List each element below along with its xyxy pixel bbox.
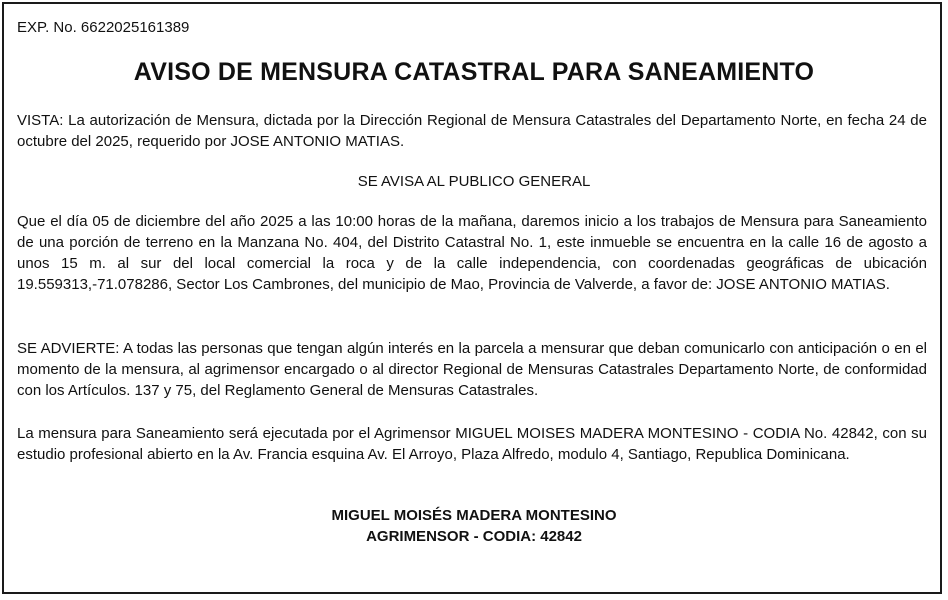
public-notice-heading: SE AVISA AL PUBLICO GENERAL <box>357 173 591 190</box>
signature-role: AGRIMENSOR - CODIA: 42842 <box>366 528 582 545</box>
survey-details-paragraph: Que el día 05 de diciembre del año 2025 a las 10:00 horas de la mañana, daremos inicio a los trabajos de Mensura para Saneamiento de una porción de terreno en la Manzana No. 404, del Distrito Catastral No. 1, este inmueble se encuentra en la calle 16 de agosto a unos 15 m. al sur del local comercial la roca y de la calle independencia, con coordenadas geográficas de ubicación 19.559313,-71.078286, Sector Los Cambrones, del municipio de Mao, Provincia de Valverde, a favor de: JOSE ANTONIO MATIAS. <box>17 213 927 293</box>
surveyor-paragraph: La mensura para Saneamiento será ejecutada por el Agrimensor MIGUEL MOISES MADERA MONTESINO - CODIA No. 42842, con su estudio profesional abierto en la Av. Francia esquina Av. El Arroyo, Plaza Alfredo, modulo 4, Santiago, Republica Dominicana. <box>17 425 927 463</box>
warning-paragraph: SE ADVIERTE: A todas las personas que tengan algún interés en la parcela a mensurar que deban comunicarlo con anticipación o en el momento de la mensura, al agrimensor encargado o al director Regional de Mensuras Catastrales Departamento Norte, de conformidad con los Artículos. 137 y 75, del Reglamento General de Mensuras Catastrales. <box>17 340 927 399</box>
vista-paragraph: VISTA: La autorización de Mensura, dictada por la Dirección Regional de Mensura Catastrales del Departamento Norte, en fecha 24 de octubre del 2025, requerido por JOSE ANTONIO MATIAS. <box>17 112 927 150</box>
notice-title: AVISO DE MENSURA CATASTRAL PARA SANEAMIENTO <box>133 58 815 86</box>
expedient-number: EXP. No. 6622025161389 <box>17 19 190 36</box>
signature-name: MIGUEL MOISÉS MADERA MONTESINO <box>331 507 617 524</box>
